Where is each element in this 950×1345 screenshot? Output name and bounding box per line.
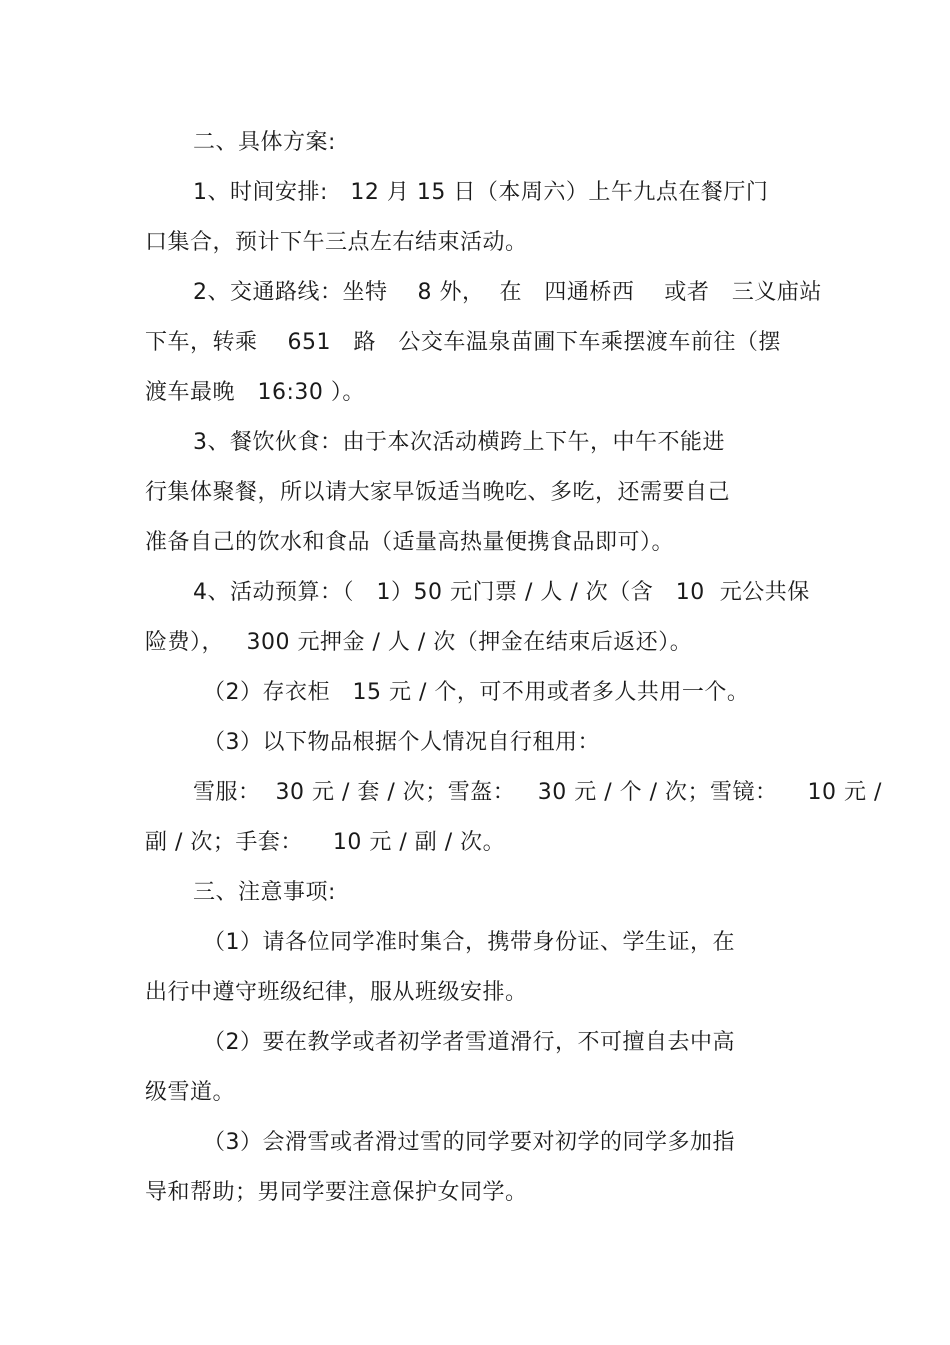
paragraph-line: 雪服： 30 元 / 套 / 次；雪盔： 30 元 / 个 / 次；雪镜： 10 元 /: [193, 780, 882, 805]
paragraph-line: 渡车最晚 16:30 ）。: [145, 380, 365, 405]
paragraph-line: （2）要在教学或者初学者雪道滑行，不可擅自去中高: [203, 1030, 735, 1055]
paragraph-line: 4、活动预算：（ 1）50 元门票 / 人 / 次（含 10 元公共保: [193, 580, 810, 605]
paragraph-line: 2、交通路线：坐特 8 外， 在 四通桥西 或者 三义庙站: [193, 280, 822, 305]
paragraph-line: 口集合，预计下午三点左右结束活动。: [145, 230, 528, 255]
paragraph-line: （1）请各位同学准时集合，携带身份证、学生证，在: [203, 930, 735, 955]
paragraph-line: （2）存衣柜 15 元 / 个，可不用或者多人共用一个。: [203, 680, 750, 705]
paragraph-line: 行集体聚餐，所以请大家早饭适当晚吃、多吃，还需要自己: [145, 480, 731, 505]
paragraph-line: （3）以下物品根据个人情况自行租用：: [203, 730, 600, 755]
paragraph-line: 出行中遵守班级纪律，服从班级安排。: [145, 980, 528, 1005]
paragraph-line: 副 / 次；手套： 10 元 / 副 / 次。: [145, 830, 506, 855]
paragraph-line: （3）会滑雪或者滑过雪的同学要对初学的同学多加指: [203, 1130, 735, 1155]
paragraph-line: 级雪道。: [145, 1080, 236, 1105]
paragraph-line: 3、餐饮伙食：由于本次活动横跨上下午，中午不能进: [193, 430, 725, 455]
section-heading-plan: 二、具体方案:: [193, 130, 336, 155]
paragraph-line: 导和帮助；男同学要注意保护女同学。: [145, 1180, 528, 1205]
paragraph-line: 准备自己的饮水和食品（适量高热量便携食品即可）。: [145, 530, 675, 555]
paragraph-line: 下车，转乘 651 路 公交车温泉苗圃下车乘摆渡车前往（摆: [145, 330, 781, 355]
section-heading-notes: 三、注意事项:: [193, 880, 336, 905]
paragraph-line: 险费）， 300 元押金 / 人 / 次（押金在结束后返还）。: [145, 630, 693, 655]
paragraph-line: 1、时间安排: 12 月 15 日（本周六）上午九点在餐厅门: [193, 180, 769, 205]
